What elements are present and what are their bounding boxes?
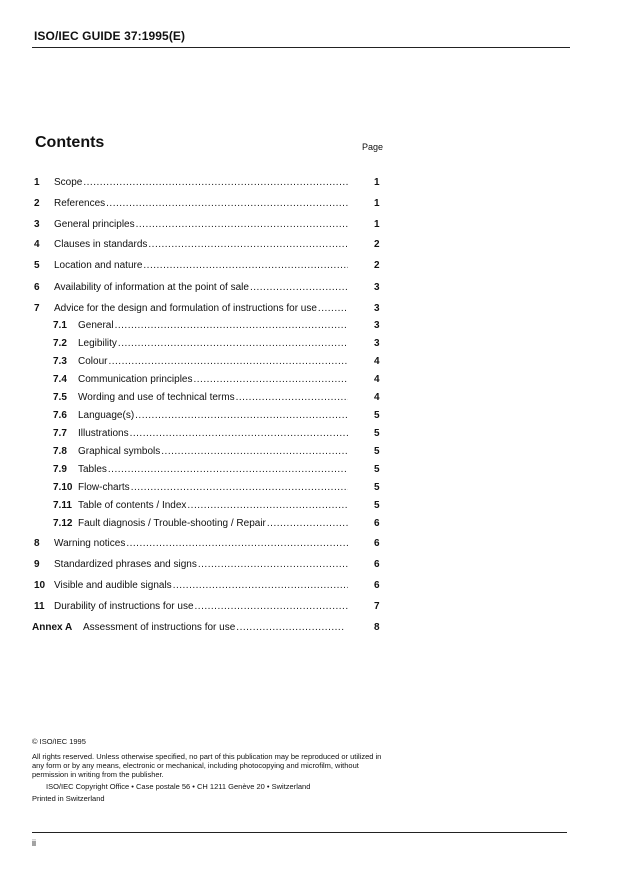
dot-leader xyxy=(108,355,348,369)
copyright-office-address: ISO/IEC Copyright Office • Case postale 56 • CH 1211 Genève 20 • Switzerland xyxy=(46,782,311,791)
dot-leader xyxy=(130,427,348,441)
toc-entry[interactable] xyxy=(0,463,627,477)
toc-entry-title: Communication principles xyxy=(78,374,193,385)
dot-leader xyxy=(131,481,348,495)
toc-entry-number: 7.12 xyxy=(53,518,73,529)
toc-entry-title: Availability of information at the point of sale xyxy=(54,282,249,293)
toc-entry-title: Standardized phrases and signs xyxy=(54,559,197,570)
toc-entry-body xyxy=(78,517,348,531)
toc-entry[interactable] xyxy=(0,481,627,495)
toc-entry-number: 8 xyxy=(34,538,40,549)
toc-entry[interactable] xyxy=(0,391,627,405)
dot-leader xyxy=(318,302,348,316)
toc-entry[interactable] xyxy=(0,517,627,531)
toc-entry[interactable] xyxy=(0,319,627,333)
toc-entry-title: Tables xyxy=(78,464,107,475)
document-header-title: ISO/IEC GUIDE 37:1995(E) xyxy=(34,29,186,43)
dot-leader xyxy=(106,197,348,211)
toc-entry-body xyxy=(78,337,348,351)
toc-entry-title: Warning notices xyxy=(54,538,126,549)
page-number: ii xyxy=(32,838,36,848)
contents-heading: Contents xyxy=(35,134,105,151)
toc-entry-number: 10 xyxy=(34,580,46,591)
toc-entry-body xyxy=(78,427,348,441)
toc-entry-title: General principles xyxy=(54,219,135,230)
toc-entry-number: 7.1 xyxy=(53,320,67,331)
toc-entry-number: 7.3 xyxy=(53,356,67,367)
printed-in: Printed in Switzerland xyxy=(32,794,105,803)
toc-entry-body xyxy=(78,373,348,387)
toc-entry-title: Visible and audible signals xyxy=(54,580,172,591)
toc-entry-body xyxy=(78,409,348,423)
dot-leader xyxy=(136,218,348,232)
dot-leader xyxy=(195,600,348,614)
toc-entry-title: Colour xyxy=(78,356,108,367)
toc-entry-page: 2 xyxy=(374,260,380,271)
toc-entry-title: Fault diagnosis / Trouble-shooting / Repair xyxy=(78,518,266,529)
toc-entry-title: Assessment of instructions for use xyxy=(83,622,236,633)
toc-entry-number: Annex A xyxy=(32,622,73,633)
toc-entry-page: 3 xyxy=(374,303,380,314)
toc-entry[interactable] xyxy=(0,537,627,551)
dot-leader xyxy=(236,391,348,405)
toc-entry-number: 5 xyxy=(34,260,40,271)
toc-entry[interactable] xyxy=(0,259,627,273)
dot-leader xyxy=(126,537,348,551)
toc-entry-page: 3 xyxy=(374,282,380,293)
dot-leader xyxy=(118,337,348,351)
toc-entry-body xyxy=(78,481,348,495)
toc-entry-number: 7.4 xyxy=(53,374,67,385)
toc-entry[interactable] xyxy=(0,218,627,232)
toc-entry-page: 5 xyxy=(374,446,380,457)
toc-entry-number: 7.11 xyxy=(53,500,72,511)
toc-entry[interactable] xyxy=(0,499,627,513)
toc-entry-body xyxy=(54,259,348,273)
dot-leader xyxy=(108,463,348,477)
toc-entry-page: 5 xyxy=(374,428,380,439)
toc-entry-number: 6 xyxy=(34,282,40,293)
toc-entry-page: 3 xyxy=(374,338,380,349)
toc-entry-title: Durability of instructions for use xyxy=(54,601,194,612)
copyright-line: © ISO/IEC 1995 xyxy=(32,737,86,746)
toc-entry-page: 8 xyxy=(374,622,380,633)
toc-entry[interactable] xyxy=(0,238,627,252)
header-divider xyxy=(32,47,570,48)
toc-entry[interactable] xyxy=(0,600,627,614)
toc-entry-title: Wording and use of technical terms xyxy=(78,392,235,403)
toc-entry-body xyxy=(54,197,348,211)
toc-entry-number: 1 xyxy=(34,177,40,188)
toc-entry[interactable] xyxy=(0,621,627,635)
toc-entry-title: Illustrations xyxy=(78,428,129,439)
toc-entry-title: Location and nature xyxy=(54,260,143,271)
toc-entry-body xyxy=(78,463,348,477)
page-column-label: Page xyxy=(362,142,384,152)
toc-entry[interactable] xyxy=(0,197,627,211)
toc-entry-body xyxy=(54,302,348,316)
toc-entry-title: Flow-charts xyxy=(78,482,130,493)
toc-entry[interactable] xyxy=(0,302,627,316)
toc-entry-page: 5 xyxy=(374,500,380,511)
toc-entry[interactable] xyxy=(0,355,627,369)
toc-entry-body xyxy=(54,579,348,593)
toc-entry-number: 11 xyxy=(34,601,45,612)
rights-notice: All rights reserved. Unless otherwise specified, no part of this publication may be reproduced or utilized in any form or by any means, electronic or mechanical, including photocopying and microfilm, without permission in writing from the publisher. xyxy=(32,752,382,779)
toc-entry-number: 7.7 xyxy=(53,428,67,439)
toc-entry-body xyxy=(78,355,348,369)
toc-entry-title: Scope xyxy=(54,177,83,188)
dot-leader xyxy=(198,558,348,572)
dot-leader xyxy=(83,176,348,190)
toc-entry-title: Graphical symbols xyxy=(78,446,161,457)
toc-entry-body xyxy=(54,218,348,232)
toc-entry-number: 7.2 xyxy=(53,338,67,349)
copyright-block xyxy=(32,737,382,803)
toc-entry-body xyxy=(78,319,348,333)
toc-entry-page: 3 xyxy=(374,320,380,331)
toc-entry[interactable] xyxy=(0,579,627,593)
toc-entry-number: 7.8 xyxy=(53,446,67,457)
toc-entry-page: 1 xyxy=(374,198,380,209)
toc-entry-body xyxy=(54,238,348,252)
toc-entry-number: 9 xyxy=(34,559,40,570)
toc-entry-body xyxy=(54,558,348,572)
toc-entry-page: 6 xyxy=(374,538,380,549)
toc-entry-page: 4 xyxy=(374,374,380,385)
dot-leader xyxy=(173,579,348,593)
dot-leader xyxy=(194,373,349,387)
toc-entry-number: 3 xyxy=(34,219,40,230)
toc-entry-page: 4 xyxy=(374,356,380,367)
toc-entry-title: Language(s) xyxy=(78,410,135,421)
dot-leader xyxy=(187,499,348,513)
toc-entry-page: 7 xyxy=(374,601,380,612)
dot-leader xyxy=(143,259,348,273)
toc-entry-number: 7.9 xyxy=(53,464,67,475)
toc-entry-body xyxy=(54,600,348,614)
toc-entry-page: 5 xyxy=(374,482,380,493)
toc-entry-page: 4 xyxy=(374,392,380,403)
toc-entry-number: 4 xyxy=(34,239,40,250)
toc-entry-title: Advice for the design and formulation of instructions for use xyxy=(54,303,317,314)
dot-leader xyxy=(236,621,345,635)
toc-entry-page: 6 xyxy=(374,580,380,591)
dot-leader xyxy=(161,445,348,459)
toc-entry-body xyxy=(78,445,348,459)
toc-entry-page: 5 xyxy=(374,464,380,475)
dot-leader xyxy=(267,517,348,531)
toc-entry-title: Clauses in standards xyxy=(54,239,148,250)
toc-entry-title: Table of contents / Index xyxy=(78,500,187,511)
dot-leader xyxy=(250,281,348,295)
toc-entry-title: Legibility xyxy=(78,338,117,349)
toc-entry-page: 2 xyxy=(374,239,380,250)
footer-divider xyxy=(32,832,567,833)
toc-entry[interactable] xyxy=(0,337,627,351)
toc-entry-title: General xyxy=(78,320,114,331)
toc-entry[interactable] xyxy=(0,558,627,572)
toc-entry-body xyxy=(78,391,348,405)
toc-entry[interactable] xyxy=(0,281,627,295)
toc-entry-page: 6 xyxy=(374,518,380,529)
toc-entry-page: 6 xyxy=(374,559,380,570)
toc-entry-number: 7 xyxy=(34,303,40,314)
dot-leader xyxy=(135,409,348,423)
toc-entry-body xyxy=(83,621,345,635)
toc-entry-page: 1 xyxy=(374,219,380,230)
toc-entry-page: 1 xyxy=(374,177,380,188)
toc-entry-number: 7.6 xyxy=(53,410,67,421)
toc-entry[interactable] xyxy=(0,427,627,441)
toc-entry-page: 5 xyxy=(374,410,380,421)
dot-leader xyxy=(115,319,348,333)
toc-entry-body xyxy=(78,499,348,513)
toc-entry-title: References xyxy=(54,198,106,209)
toc-entry-body xyxy=(54,176,348,190)
dot-leader xyxy=(148,238,348,252)
toc-entry[interactable] xyxy=(0,176,627,190)
toc-entry[interactable] xyxy=(0,409,627,423)
toc-entry-number: 7.5 xyxy=(53,392,67,403)
toc-entry-number: 2 xyxy=(34,198,40,209)
toc-entry-number: 7.10 xyxy=(53,482,73,493)
toc-entry[interactable] xyxy=(0,373,627,387)
toc-entry-body xyxy=(54,537,348,551)
toc-entry[interactable] xyxy=(0,445,627,459)
toc-entry-body xyxy=(54,281,348,295)
